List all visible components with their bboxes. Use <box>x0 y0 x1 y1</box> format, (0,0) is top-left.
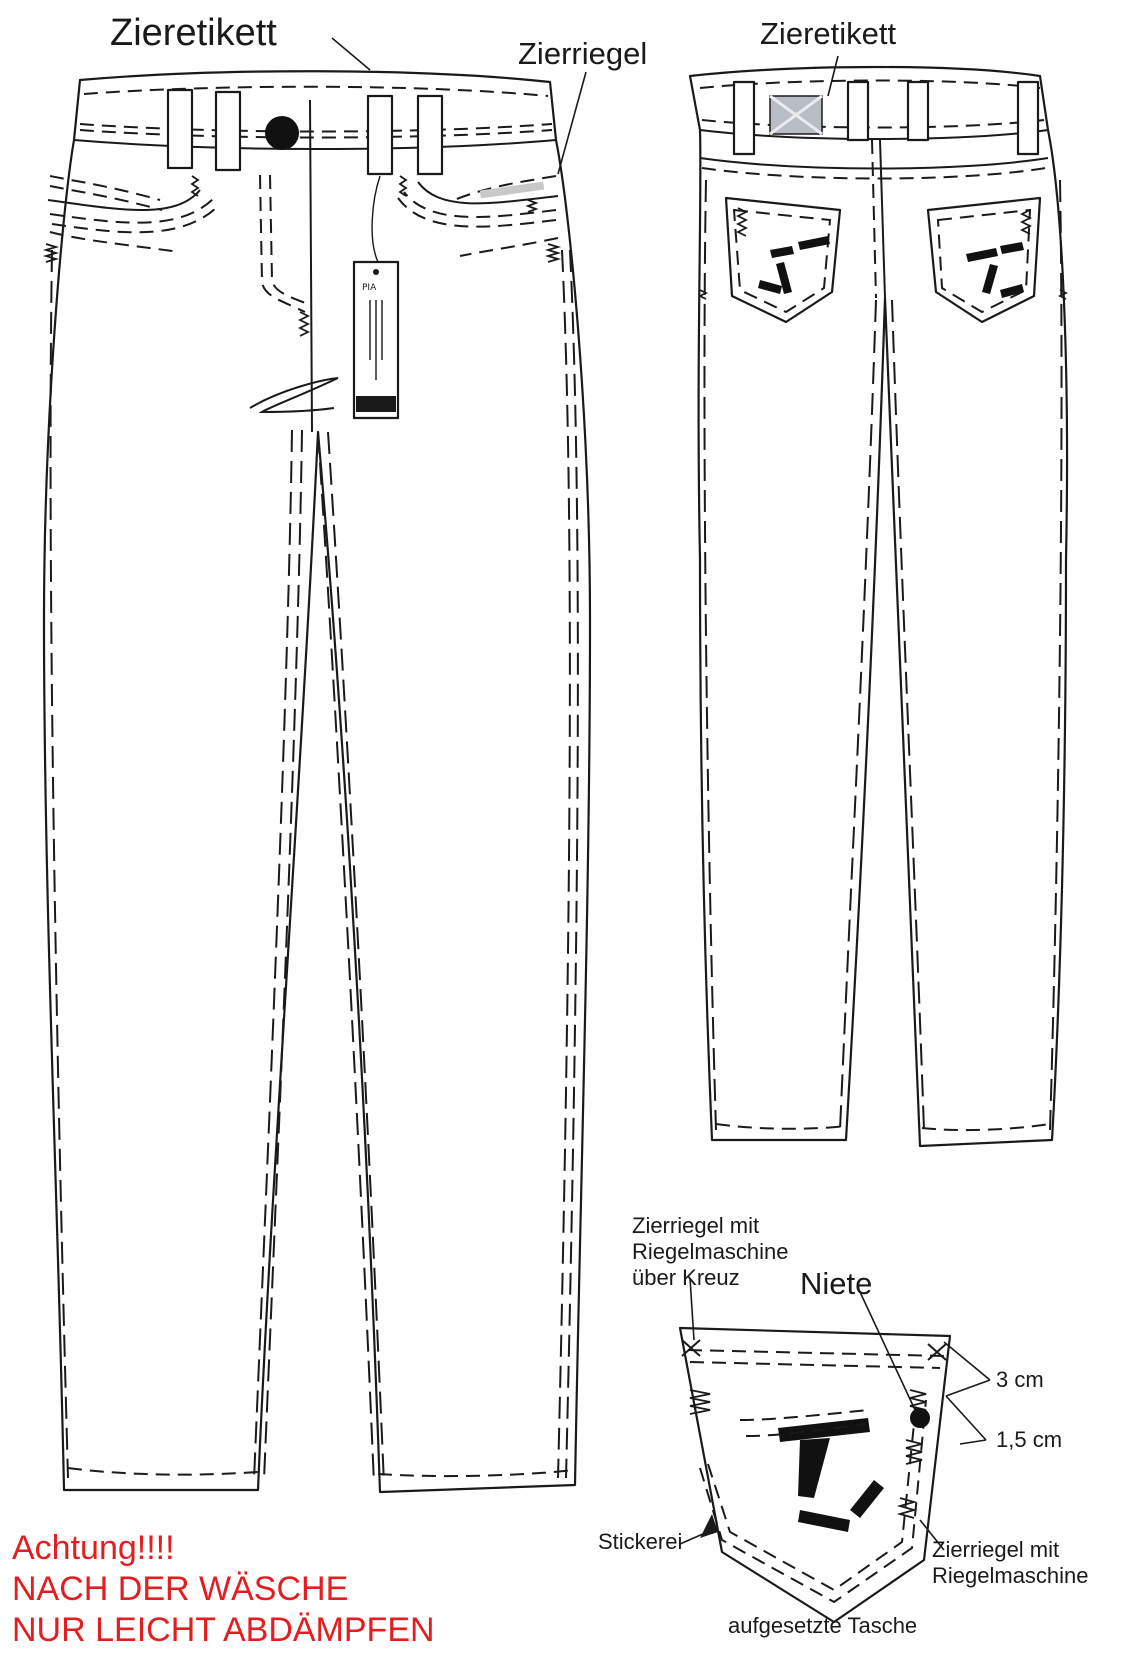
back-view-jeans <box>690 67 1067 1146</box>
front-label-zieretikett: Zieretikett <box>110 12 277 54</box>
detail-label-niete: Niete <box>800 1266 873 1301</box>
hang-tag-brand: PIA <box>362 283 377 293</box>
warning-line-2: NACH DER WÄSCHE <box>12 1570 349 1608</box>
rivet <box>910 1408 930 1428</box>
warning-note <box>12 1528 435 1651</box>
measure-3cm: 3 cm <box>996 1367 1044 1392</box>
detail-label-stickerei: Stickerei <box>598 1529 683 1554</box>
measure-1-5cm: 1,5 cm <box>996 1427 1063 1452</box>
detail-label-zierriegel-1: Zierriegel mit <box>932 1537 1060 1562</box>
warning-line-3: NUR LEICHT ABDÄMPFEN <box>12 1611 435 1649</box>
front-button <box>265 116 299 150</box>
front-view-jeans <box>44 71 590 1492</box>
warning-line-1: Achtung!!!! <box>12 1529 175 1567</box>
detail-label-zierriegel-2: Riegelmaschine <box>932 1563 1089 1588</box>
pocket-caption: aufgesetzte Tasche <box>728 1613 918 1638</box>
detail-label-kreuz-2: Riegelmaschine <box>632 1239 789 1264</box>
back-label-zieretikett: Zieretikett <box>760 16 897 51</box>
detail-label-kreuz-1: Zierriegel mit <box>632 1213 760 1238</box>
detail-label-kreuz-3: über Kreuz <box>632 1265 740 1290</box>
front-label-zierriegel: Zierriegel <box>518 36 648 71</box>
